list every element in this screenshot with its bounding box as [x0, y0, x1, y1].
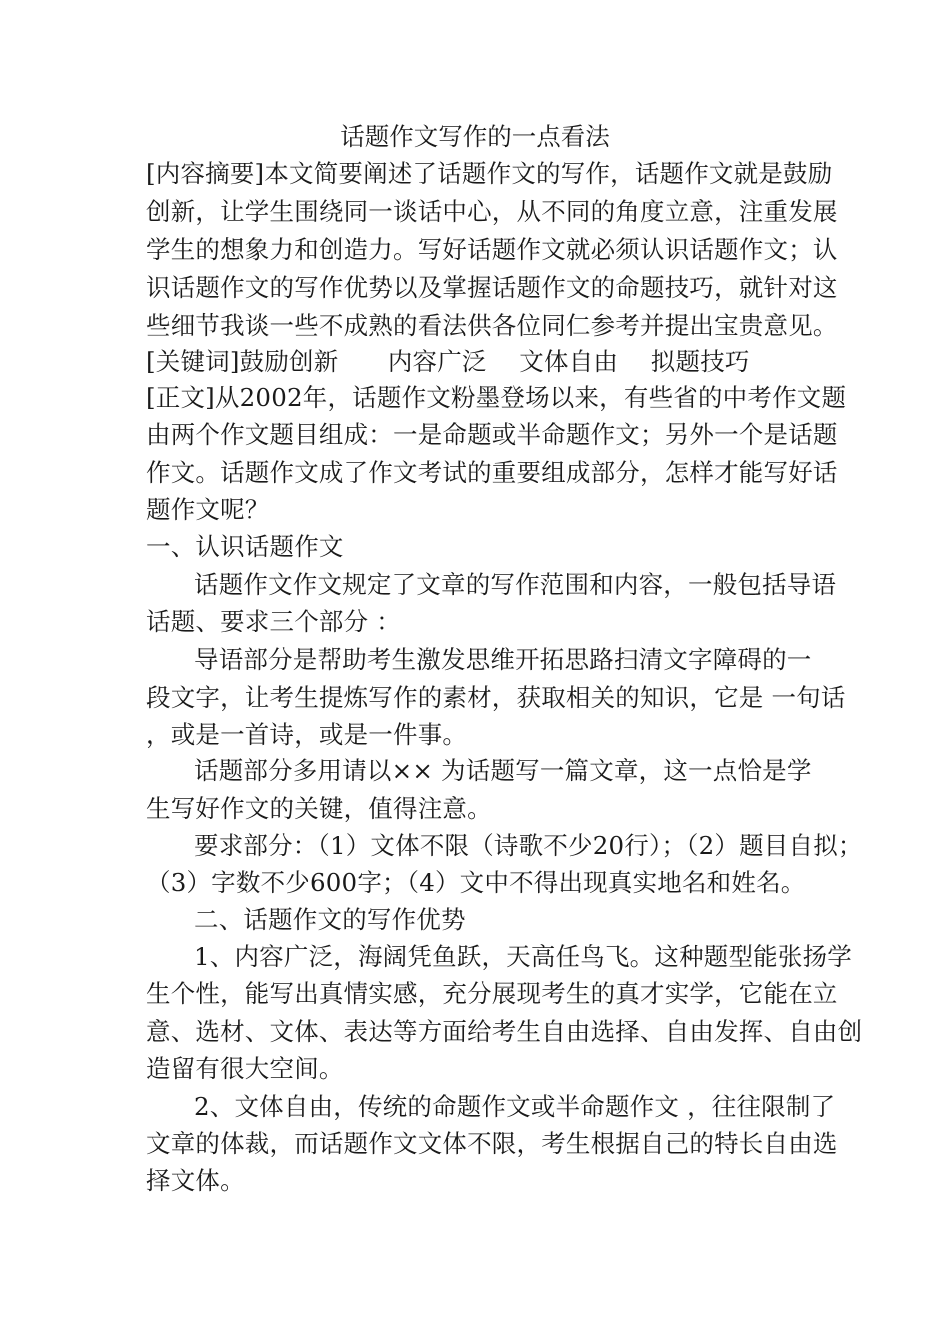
paragraph-line: 话题、要求三个部分 ：	[146, 607, 401, 636]
paragraph-line: 1、内容广泛，海阔凭鱼跃，天高任鸟飞。这种题型能张扬学	[194, 942, 852, 971]
paragraph-line: 文章的体裁，而话题作文文体不限，考生根据自己的特长自由选	[146, 1129, 838, 1158]
paragraph-line: 话题部分多用请以×× 为话题写一篇文章，这一点恰是学	[194, 756, 812, 785]
paragraph-line: 要求部分：（1）文体不限（诗歌不少20行）；（2）题目自拟；	[194, 831, 863, 860]
body-line-1: [正文]从2002年，话题作文粉墨登场以来，有些省的中考作文题	[146, 383, 847, 412]
document-title: 话题作文写作的一点看法	[340, 122, 610, 151]
abstract-line-1: [内容摘要]本文简要阐述了话题作文的写作，话题作文就是鼓励	[146, 159, 833, 188]
section-heading-2: 二、话题作文的写作优势	[194, 905, 466, 934]
body-line-3: 作文。话题作文成了作文考试的重要组成部分，怎样才能写好话	[146, 458, 838, 487]
abstract-line-3: 学生的想象力和创造力。写好话题作文就必须认识话题作文；认	[146, 235, 838, 264]
abstract-line-2: 创新，让学生围绕同一谈话中心，从不同的角度立意，注重发展	[146, 197, 838, 226]
paragraph-line: 导语部分是帮助考生激发思维开拓思路扫清文字障碍的一	[194, 645, 812, 674]
paragraph-line: 生个性，能写出真情实感，充分展现考生的真才实学，它能在立	[146, 979, 838, 1008]
paragraph-line: 2、文体自由，传统的命题作文或半命题作文 ，往往限制了	[194, 1092, 836, 1121]
paragraph-line: 择文体。	[146, 1166, 245, 1195]
paragraph-line: 段文字，让考生提炼写作的素材，获取相关的知识，它是 一句话	[146, 683, 846, 712]
paragraph-line: ，或是一首诗，或是一件事。	[146, 720, 468, 749]
paragraph-line: （3）字数不少600字；（4）文中不得出现真实地名和姓名。	[146, 868, 806, 897]
paragraph-line: 意、选材、文体、表达等方面给考生自由选择、自由发挥、自由创	[146, 1017, 863, 1046]
paragraph-line: 生写好作文的关键，值得注意。	[146, 794, 492, 823]
abstract-line-4: 识话题作文的写作优势以及掌握话题作文的命题技巧，就针对这	[146, 273, 838, 302]
keywords-line: [关键词]鼓励创新 内容广泛 文体自由 拟题技巧	[146, 347, 750, 376]
section-heading-1: 一、认识话题作文	[146, 532, 344, 561]
abstract-line-5: 些细节我谈一些不成熟的看法供各位同仁参考并提出宝贵意见。	[146, 311, 838, 340]
paragraph-line: 造留有很大空间。	[146, 1054, 344, 1083]
body-line-4: 题作文呢？	[146, 495, 270, 524]
paragraph-line: 话题作文作文规定了文章的写作范围和内容，一般包括导语	[194, 570, 837, 599]
body-line-2: 由两个作文题目组成：一是命题或半命题作文；另外一个是话题	[146, 420, 838, 449]
